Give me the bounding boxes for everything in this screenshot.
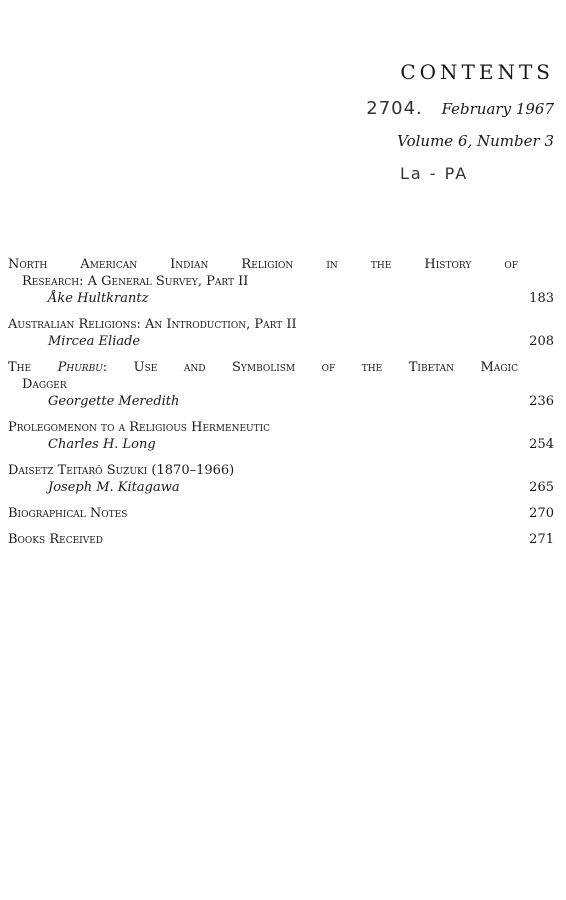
title-prefix: The (8, 360, 32, 375)
toc-entry (8, 256, 554, 307)
title-rest: : Use and Symbolism of the Tibetan Magic (102, 360, 518, 375)
entry-page-number: 270 (529, 506, 554, 521)
handwritten-mark: La - PA (400, 164, 469, 183)
entry-title-line: Daisetz Teitarō Suzuki (1870–1966) (8, 463, 235, 478)
entry-author: Georgette Meredith (48, 394, 180, 409)
entry-title-continuation: Dagger (22, 377, 67, 392)
entry-author: Charles H. Long (48, 437, 156, 452)
entry-page-number: 265 (529, 480, 554, 495)
entry-title-line: Australian Religions: An Introduction, Part II (8, 317, 297, 332)
toc-entry (8, 462, 554, 496)
toc-entry (8, 531, 554, 548)
entry-page-number: 271 (529, 532, 554, 547)
table-of-contents (8, 256, 554, 557)
entry-title-line: Books Received (8, 532, 103, 547)
toc-entry (8, 316, 554, 350)
entry-page-number: 254 (529, 437, 554, 452)
entry-title-line (8, 359, 518, 376)
entry-page-number: 236 (529, 394, 554, 409)
contents-heading: CONTENTS (400, 60, 554, 84)
toc-entry (8, 359, 554, 410)
entry-page-number: 208 (529, 334, 554, 349)
toc-entry (8, 505, 554, 522)
toc-entry (8, 419, 554, 453)
entry-author: Åke Hultkrantz (48, 291, 149, 306)
entry-title-continuation: Research: A General Survey, Part II (22, 274, 249, 289)
volume-number: Volume 6, Number 3 (397, 132, 554, 150)
issue-date: February 1967 (441, 100, 554, 118)
entry-title-line: Prolegomenon to a Religious Hermeneutic (8, 420, 271, 435)
title-italic-word: Phurbu (57, 360, 103, 375)
entry-title-line: North American Indian Religion in the History of (8, 257, 518, 272)
entry-page-number: 183 (529, 291, 554, 306)
entry-title-line: Biographical Notes (8, 506, 128, 521)
entry-author: Joseph M. Kitagawa (48, 480, 180, 495)
entry-author: Mircea Eliade (48, 334, 141, 349)
issue-date-line (366, 98, 554, 119)
handwritten-note: 2704. (366, 98, 423, 119)
